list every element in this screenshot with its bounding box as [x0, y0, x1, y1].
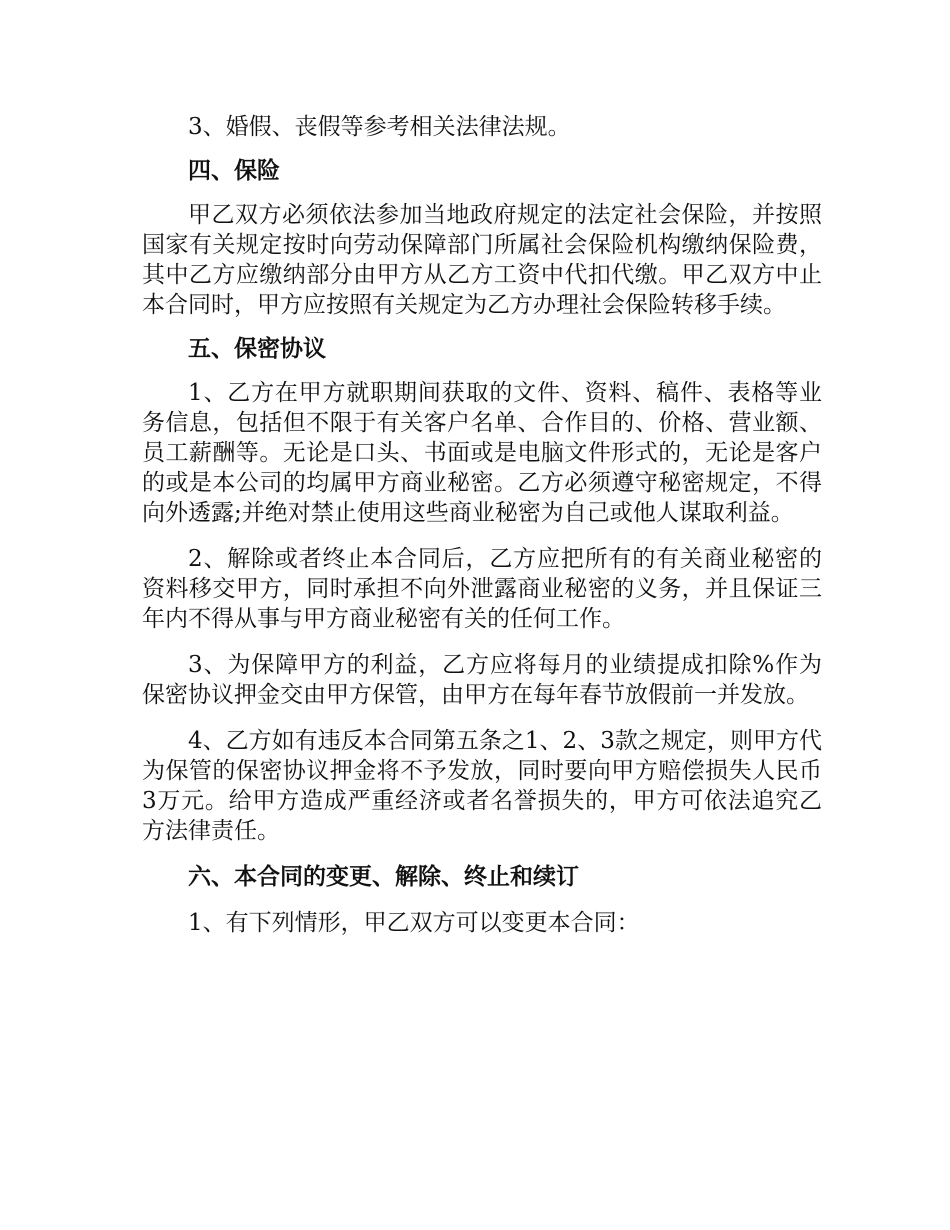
section-heading-confidentiality: 五、保密协议 [188, 336, 326, 362]
confidentiality-clause-4: 4、乙方如有违反本合同第五条之1、2、3款之规定，则甲方代为保管的保密协议押金将不予发放，同时要向甲方赔偿损失人民币3万元。给甲方造成严重经济或者名誉损失的，甲方可依法追究乙方法律责任。 [142, 728, 822, 844]
section-heading-insurance: 四、保险 [188, 158, 280, 184]
contract-change-clause-1: 1、有下列情形，甲乙双方可以变更本合同： [188, 910, 640, 936]
confidentiality-clause-1: 1、乙方在甲方就职期间获取的文件、资料、稿件、表格等业务信息，包括但不限于有关客户名单、合作目的、价格、营业额、员工薪酬等。无论是口头、书面或是电脑文件形式的，无论是客户的或是本公司的均属甲方商业秘密。乙方必须遵守秘密规定，不得向外透露;并绝对禁止使用这些商业秘密为自己或他人谋取利益。 [142, 380, 822, 526]
confidentiality-clause-2: 2、解除或者终止本合同后，乙方应把所有的有关商业秘密的资料移交甲方，同时承担不向外泄露商业秘密的义务，并且保证三年内不得从事与甲方商业秘密有关的任何工作。 [142, 546, 822, 632]
leave-clause-3: 3、婚假、丧假等参考相关法律法规。 [188, 114, 571, 140]
section-heading-contract-changes: 六、本合同的变更、解除、终止和续订 [188, 864, 579, 890]
insurance-paragraph: 甲乙双方必须依法参加当地政府规定的法定社会保险，并按照国家有关规定按时向劳动保障部门所属社会保险机构缴纳保险费，其中乙方应缴纳部分由甲方从乙方工资中代扣代缴。甲乙双方中止本合同时，甲方应按照有关规定为乙方办理社会保险转移手续。 [142, 202, 822, 318]
confidentiality-clause-3: 3、为保障甲方的利益，乙方应将每月的业绩提成扣除%作为保密协议押金交由甲方保管，由甲方在每年春节放假前一并发放。 [142, 652, 822, 708]
document-body [142, 112, 822, 938]
